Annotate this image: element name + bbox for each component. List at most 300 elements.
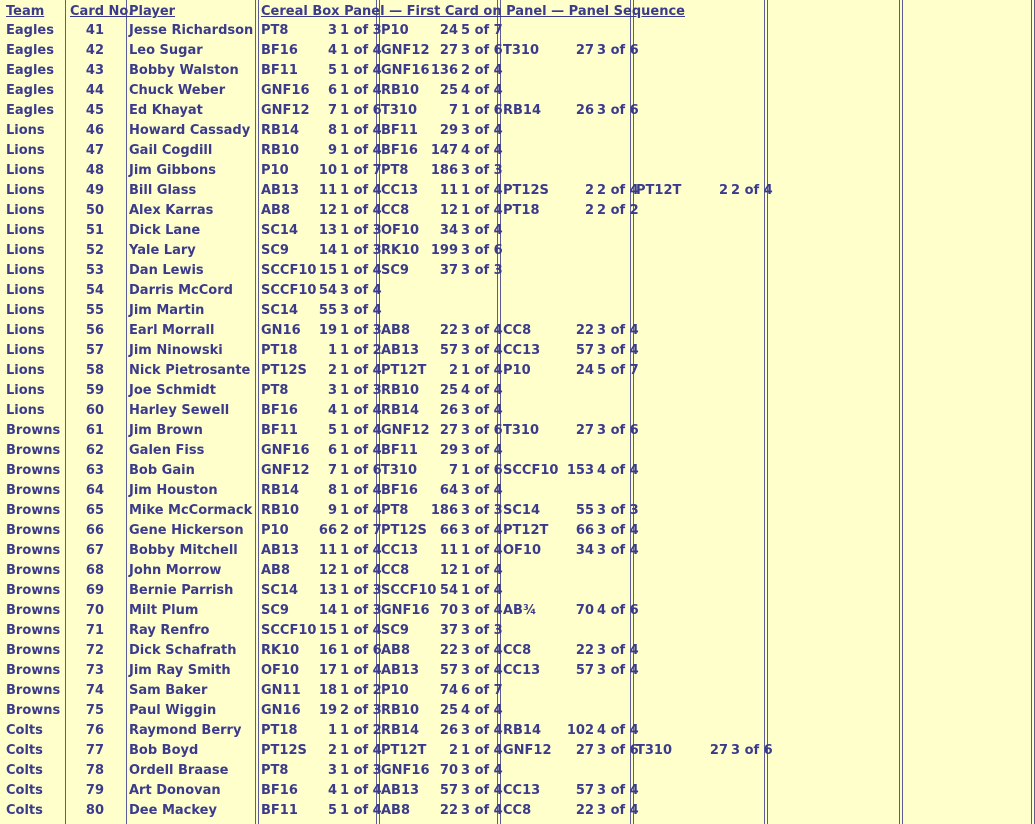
card-number-cell: 51 (85, 223, 104, 238)
first-card-cell: 4 (327, 403, 337, 418)
panel-sequence-cell: 3 of 4 (461, 523, 503, 538)
panel-sequence-cell: 1 of 7 (340, 163, 382, 178)
first-card-cell: 55 (318, 303, 337, 318)
panel-sequence-cell: 3 of 6 (731, 743, 773, 758)
team-cell: Lions (6, 163, 45, 178)
first-card-cell: 5 (327, 63, 337, 78)
team-cell: Lions (6, 283, 45, 298)
table-row (0, 621, 1035, 641)
player-cell: Jim Ninowski (129, 343, 223, 358)
team-cell: Browns (6, 543, 61, 558)
panel-code-cell: T310 (503, 423, 540, 438)
card-number-cell: 74 (85, 683, 104, 698)
player-cell: Sam Baker (129, 683, 208, 698)
panel-sequence-cell: 2 of 7 (340, 523, 382, 538)
panel-code-cell: RB14 (381, 403, 420, 418)
table-row (0, 701, 1035, 721)
panel-code-cell: CC8 (503, 323, 532, 338)
panel-sequence-cell: 3 of 4 (461, 803, 503, 818)
panel-sequence-cell: 1 of 4 (340, 63, 382, 78)
first-card-cell: 15 (318, 623, 337, 638)
panel-sequence-cell: 1 of 4 (340, 123, 382, 138)
card-number-cell: 71 (85, 623, 104, 638)
first-card-cell: 70 (575, 603, 594, 618)
first-card-cell: 57 (439, 663, 458, 678)
team-cell: Lions (6, 303, 45, 318)
first-card-cell: 3 (327, 383, 337, 398)
panel-code-cell: BF11 (381, 123, 418, 138)
panel-code-cell: PT12T (503, 523, 549, 538)
first-card-cell: 27 (575, 743, 594, 758)
table-row (0, 181, 1035, 201)
player-cell: Jim Martin (129, 303, 205, 318)
panel-code-cell: SCCF10 (381, 583, 437, 598)
panel-code-cell: SC14 (261, 303, 298, 318)
panel-code-cell: SC9 (261, 603, 289, 618)
player-cell: John Morrow (129, 563, 222, 578)
first-card-cell: 27 (439, 43, 458, 58)
panel-sequence-cell: 1 of 3 (340, 223, 382, 238)
panel-code-cell: BF16 (381, 483, 418, 498)
panel-code-cell: CC13 (381, 183, 419, 198)
team-cell: Browns (6, 423, 61, 438)
player-cell: Jesse Richardson (129, 23, 254, 38)
panel-sequence-cell: 1 of 4 (340, 183, 382, 198)
panel-sequence-cell: 3 of 4 (461, 643, 503, 658)
first-card-cell: 3 (327, 763, 337, 778)
player-cell: Ordell Braase (129, 763, 229, 778)
player-cell: Bobby Walston (129, 63, 239, 78)
team-cell: Lions (6, 223, 45, 238)
panel-sequence-cell: 2 of 3 (340, 703, 382, 718)
first-card-cell: 14 (318, 243, 337, 258)
team-cell: Lions (6, 143, 45, 158)
player-cell: Ray Renfro (129, 623, 210, 638)
panel-sequence-cell: 3 of 4 (461, 223, 503, 238)
table-row (0, 361, 1035, 381)
first-card-cell: 8 (327, 483, 337, 498)
panel-sequence-cell: 2 of 2 (597, 203, 639, 218)
card-number-cell: 79 (85, 783, 104, 798)
player-cell: Paul Wiggin (129, 703, 217, 718)
first-card-cell: 22 (575, 803, 594, 818)
first-card-cell: 11 (439, 543, 458, 558)
panel-code-cell: P10 (261, 163, 289, 178)
card-number-cell: 43 (85, 63, 104, 78)
table-row (0, 301, 1035, 321)
card-number-cell: 44 (85, 83, 104, 98)
panel-sequence-cell: 1 of 4 (461, 743, 503, 758)
panel-code-cell: PT12S (261, 363, 307, 378)
card-number-cell: 56 (85, 323, 104, 338)
panel-sequence-cell: 3 of 3 (461, 503, 503, 518)
first-card-cell: 27 (709, 743, 728, 758)
first-card-cell: 2 (448, 743, 458, 758)
panel-code-cell: SCCF10 (261, 623, 317, 638)
table-row (0, 141, 1035, 161)
table-row (0, 41, 1035, 61)
panel-sequence-cell: 3 of 4 (461, 783, 503, 798)
player-cell: Alex Karras (129, 203, 214, 218)
player-cell: Dan Lewis (129, 263, 204, 278)
first-card-cell: 27 (575, 423, 594, 438)
card-number-cell: 75 (85, 703, 104, 718)
panel-sequence-cell: 1 of 3 (340, 603, 382, 618)
panel-sequence-cell: 5 of 7 (597, 363, 639, 378)
first-card-cell: 10 (318, 163, 337, 178)
panel-sequence-cell: 3 of 3 (461, 263, 503, 278)
panel-sequence-cell: 1 of 4 (340, 443, 382, 458)
panel-code-cell: GNF12 (381, 423, 430, 438)
first-card-cell: 12 (318, 563, 337, 578)
card-number-cell: 69 (85, 583, 104, 598)
table-row (0, 321, 1035, 341)
panel-sequence-cell: 4 of 4 (461, 383, 503, 398)
panel-code-cell: AB8 (261, 563, 291, 578)
card-number-cell: 46 (85, 123, 104, 138)
panel-sequence-cell: 3 of 4 (340, 303, 382, 318)
panel-code-cell: BF11 (261, 423, 298, 438)
panel-code-cell: RK10 (261, 643, 300, 658)
panel-sequence-cell: 1 of 4 (340, 623, 382, 638)
player-cell: Dick Lane (129, 223, 201, 238)
panel-sequence-cell: 1 of 4 (340, 663, 382, 678)
panel-code-cell: P10 (381, 683, 409, 698)
team-cell: Lions (6, 323, 45, 338)
card-number-cell: 60 (85, 403, 104, 418)
team-cell: Eagles (6, 63, 54, 78)
panel-sequence-cell: 1 of 4 (340, 403, 382, 418)
panel-sequence-cell: 1 of 4 (461, 563, 503, 578)
player-cell: Dee Mackey (129, 803, 217, 818)
panel-code-cell: CC13 (503, 663, 541, 678)
card-number-cell: 67 (85, 543, 104, 558)
panel-sequence-cell: 1 of 2 (340, 723, 382, 738)
player-cell: Leo Sugar (129, 43, 203, 58)
player-cell: Jim Houston (129, 483, 218, 498)
team-cell: Lions (6, 183, 45, 198)
panel-code-cell: AB13 (381, 783, 420, 798)
panel-sequence-cell: 1 of 4 (340, 203, 382, 218)
panel-sequence-cell: 2 of 4 (461, 63, 503, 78)
player-cell: Nick Pietrosante (129, 363, 251, 378)
panel-code-cell: CC8 (381, 563, 410, 578)
panel-code-cell: PT8 (261, 763, 289, 778)
team-cell: Lions (6, 383, 45, 398)
first-card-cell: 199 (430, 243, 458, 258)
card-number-cell: 66 (85, 523, 104, 538)
panel-sequence-cell: 3 of 6 (461, 43, 503, 58)
card-number-cell: 55 (85, 303, 104, 318)
panel-code-cell: AB¾ (503, 603, 537, 618)
first-card-cell: 19 (318, 323, 337, 338)
panel-sequence-cell: 3 of 6 (597, 423, 639, 438)
panel-code-cell: P10 (381, 23, 409, 38)
table-row (0, 681, 1035, 701)
first-card-cell: 37 (439, 263, 458, 278)
first-card-cell: 186 (430, 503, 458, 518)
player-cell: Earl Morrall (129, 323, 215, 338)
first-card-cell: 57 (439, 343, 458, 358)
panel-code-cell: GNF16 (381, 763, 430, 778)
panel-sequence-cell: 3 of 4 (461, 323, 503, 338)
team-cell: Browns (6, 563, 61, 578)
panel-sequence-cell: 1 of 6 (340, 103, 382, 118)
first-card-cell: 22 (575, 643, 594, 658)
panel-code-cell: BF16 (261, 43, 298, 58)
panel-code-cell: CC13 (503, 343, 541, 358)
table-row (0, 61, 1035, 81)
team-cell: Colts (6, 803, 43, 818)
panel-sequence-cell: 1 of 4 (340, 43, 382, 58)
team-cell: Browns (6, 483, 61, 498)
panel-sequence-cell: 3 of 4 (461, 723, 503, 738)
panel-sequence-cell: 3 of 4 (597, 663, 639, 678)
panel-sequence-cell: 1 of 2 (340, 683, 382, 698)
panel-code-cell: SCCF10 (261, 263, 317, 278)
player-cell: Joe Schmidt (129, 383, 216, 398)
first-card-cell: 9 (327, 503, 337, 518)
panel-code-cell: PT18 (503, 203, 540, 218)
first-card-cell: 5 (327, 803, 337, 818)
card-number-cell: 64 (85, 483, 104, 498)
player-cell: Galen Fiss (129, 443, 205, 458)
panel-sequence-cell: 3 of 4 (461, 603, 503, 618)
panel-sequence-cell: 1 of 4 (461, 363, 503, 378)
panel-code-cell: GNF12 (261, 103, 310, 118)
header-card-no: Card No. (70, 4, 134, 19)
first-card-cell: 7 (327, 463, 337, 478)
team-cell: Browns (6, 703, 61, 718)
panel-code-cell: PT12S (503, 183, 549, 198)
panel-code-cell: AB13 (261, 543, 300, 558)
team-cell: Colts (6, 743, 43, 758)
panel-code-cell: RB14 (261, 123, 300, 138)
card-number-cell: 63 (85, 463, 104, 478)
panel-code-cell: CC13 (503, 783, 541, 798)
player-cell: Art Donovan (129, 783, 221, 798)
table-row (0, 641, 1035, 661)
team-cell: Lions (6, 243, 45, 258)
card-number-cell: 72 (85, 643, 104, 658)
panel-code-cell: AB8 (381, 323, 411, 338)
team-cell: Browns (6, 523, 61, 538)
panel-code-cell: BF16 (261, 403, 298, 418)
panel-code-cell: PT8 (381, 503, 409, 518)
panel-sequence-cell: 1 of 2 (340, 343, 382, 358)
panel-sequence-cell: 3 of 4 (461, 123, 503, 138)
panel-code-cell: SC14 (503, 503, 540, 518)
card-number-cell: 80 (85, 803, 104, 818)
table-row (0, 121, 1035, 141)
player-cell: Bill Glass (129, 183, 197, 198)
first-card-cell: 57 (439, 783, 458, 798)
panel-sequence-cell: 3 of 3 (461, 623, 503, 638)
first-card-cell: 22 (439, 803, 458, 818)
panel-code-cell: T310 (636, 743, 673, 758)
panel-sequence-cell: 1 of 4 (461, 543, 503, 558)
table-row (0, 761, 1035, 781)
first-card-cell: 136 (430, 63, 458, 78)
table-row (0, 201, 1035, 221)
panel-sequence-cell: 3 of 4 (597, 803, 639, 818)
table-row (0, 521, 1035, 541)
player-cell: Ed Khayat (129, 103, 203, 118)
first-card-cell: 6 (327, 83, 337, 98)
first-card-cell: 22 (439, 323, 458, 338)
panel-sequence-cell: 1 of 4 (340, 783, 382, 798)
first-card-cell: 6 (327, 443, 337, 458)
first-card-cell: 22 (575, 323, 594, 338)
panel-code-cell: T310 (381, 463, 418, 478)
panel-code-cell: P10 (503, 363, 531, 378)
player-cell: Dick Schafrath (129, 643, 237, 658)
panel-sequence-cell: 3 of 4 (597, 643, 639, 658)
panel-code-cell: RB10 (381, 383, 420, 398)
panel-sequence-cell: 3 of 6 (597, 743, 639, 758)
panel-sequence-cell: 1 of 3 (340, 763, 382, 778)
first-card-cell: 14 (318, 603, 337, 618)
team-cell: Browns (6, 683, 61, 698)
table-row (0, 581, 1035, 601)
first-card-cell: 57 (575, 343, 594, 358)
panel-code-cell: SC14 (261, 223, 298, 238)
player-cell: Jim Ray Smith (129, 663, 231, 678)
panel-sequence-cell: 4 of 4 (597, 463, 639, 478)
first-card-cell: 2 (584, 183, 594, 198)
panel-sequence-cell: 1 of 4 (340, 543, 382, 558)
first-card-cell: 54 (439, 583, 458, 598)
first-card-cell: 2 (718, 183, 728, 198)
panel-sequence-cell: 1 of 3 (340, 583, 382, 598)
first-card-cell: 55 (575, 503, 594, 518)
first-card-cell: 4 (327, 43, 337, 58)
panel-code-cell: CC8 (503, 643, 532, 658)
first-card-cell: 34 (439, 223, 458, 238)
card-number-cell: 48 (85, 163, 104, 178)
panel-sequence-cell: 3 of 4 (597, 523, 639, 538)
first-card-cell: 8 (327, 123, 337, 138)
panel-sequence-cell: 3 of 4 (461, 483, 503, 498)
first-card-cell: 29 (439, 123, 458, 138)
panel-code-cell: GNF16 (381, 63, 430, 78)
panel-code-cell: OF10 (261, 663, 300, 678)
table-row (0, 261, 1035, 281)
first-card-cell: 25 (439, 703, 458, 718)
table-row (0, 661, 1035, 681)
player-cell: Howard Cassady (129, 123, 251, 138)
first-card-cell: 57 (575, 663, 594, 678)
first-card-cell: 54 (318, 283, 337, 298)
panel-code-cell: SCCF10 (503, 463, 559, 478)
table-row (0, 441, 1035, 461)
first-card-cell: 34 (575, 543, 594, 558)
panel-sequence-cell: 3 of 6 (597, 103, 639, 118)
first-card-cell: 2 (448, 363, 458, 378)
first-card-cell: 17 (318, 663, 337, 678)
first-card-cell: 57 (575, 783, 594, 798)
panel-code-cell: T310 (503, 43, 540, 58)
player-cell: Gail Cogdill (129, 143, 213, 158)
panel-code-cell: PT18 (261, 343, 298, 358)
panel-sequence-cell: 3 of 4 (597, 343, 639, 358)
table-row (0, 481, 1035, 501)
panel-code-cell: AB13 (381, 663, 420, 678)
panel-code-cell: RB14 (381, 723, 420, 738)
first-card-cell: 25 (439, 83, 458, 98)
panel-sequence-cell: 4 of 4 (461, 703, 503, 718)
panel-code-cell: SCCF10 (261, 283, 317, 298)
first-card-cell: 2 (327, 743, 337, 758)
first-card-cell: 1 (327, 723, 337, 738)
panel-sequence-cell: 3 of 4 (461, 663, 503, 678)
first-card-cell: 3 (327, 23, 337, 38)
panel-code-cell: AB13 (381, 343, 420, 358)
table-row (0, 541, 1035, 561)
card-number-cell: 54 (85, 283, 104, 298)
panel-code-cell: GNF12 (381, 43, 430, 58)
first-card-cell: 70 (439, 763, 458, 778)
table-row (0, 461, 1035, 481)
panel-sequence-cell: 1 of 4 (461, 583, 503, 598)
panel-sequence-cell: 1 of 6 (340, 463, 382, 478)
first-card-cell: 66 (439, 523, 458, 538)
first-card-cell: 74 (439, 683, 458, 698)
table-row (0, 561, 1035, 581)
panel-code-cell: AB8 (381, 643, 411, 658)
first-card-cell: 153 (566, 463, 594, 478)
player-cell: Yale Lary (129, 243, 196, 258)
panel-code-cell: BF11 (381, 443, 418, 458)
panel-code-cell: GNF12 (503, 743, 552, 758)
first-card-cell: 186 (430, 163, 458, 178)
player-cell: Gene Hickerson (129, 523, 244, 538)
panel-sequence-cell: 4 of 6 (597, 603, 639, 618)
panel-code-cell: GNF12 (261, 463, 310, 478)
panel-sequence-cell: 1 of 4 (340, 803, 382, 818)
first-card-cell: 12 (318, 203, 337, 218)
first-card-cell: 26 (439, 403, 458, 418)
panel-sequence-cell: 4 of 4 (461, 143, 503, 158)
table-row (0, 801, 1035, 821)
header-team: Team (6, 4, 45, 19)
panel-code-cell: RB10 (261, 143, 300, 158)
panel-code-cell: OF10 (503, 543, 542, 558)
card-number-cell: 59 (85, 383, 104, 398)
panel-sequence-cell: 3 of 4 (461, 343, 503, 358)
panel-code-cell: RB10 (381, 703, 420, 718)
table-row (0, 21, 1035, 41)
panel-sequence-cell: 1 of 4 (340, 143, 382, 158)
panel-sequence-cell: 3 of 4 (597, 323, 639, 338)
first-card-cell: 1 (327, 343, 337, 358)
panel-sequence-cell: 1 of 4 (340, 83, 382, 98)
panel-sequence-cell: 1 of 4 (340, 263, 382, 278)
table-row (0, 781, 1035, 801)
team-cell: Browns (6, 643, 61, 658)
first-card-cell: 15 (318, 263, 337, 278)
player-cell: Darris McCord (129, 283, 233, 298)
team-cell: Browns (6, 583, 61, 598)
panel-sequence-cell: 3 of 4 (461, 443, 503, 458)
panel-code-cell: PT8 (381, 163, 409, 178)
panel-sequence-cell: 4 of 4 (461, 83, 503, 98)
team-cell: Colts (6, 763, 43, 778)
first-card-cell: 102 (566, 723, 594, 738)
panel-code-cell: RB14 (503, 723, 542, 738)
player-cell: Raymond Berry (129, 723, 242, 738)
team-cell: Browns (6, 503, 61, 518)
